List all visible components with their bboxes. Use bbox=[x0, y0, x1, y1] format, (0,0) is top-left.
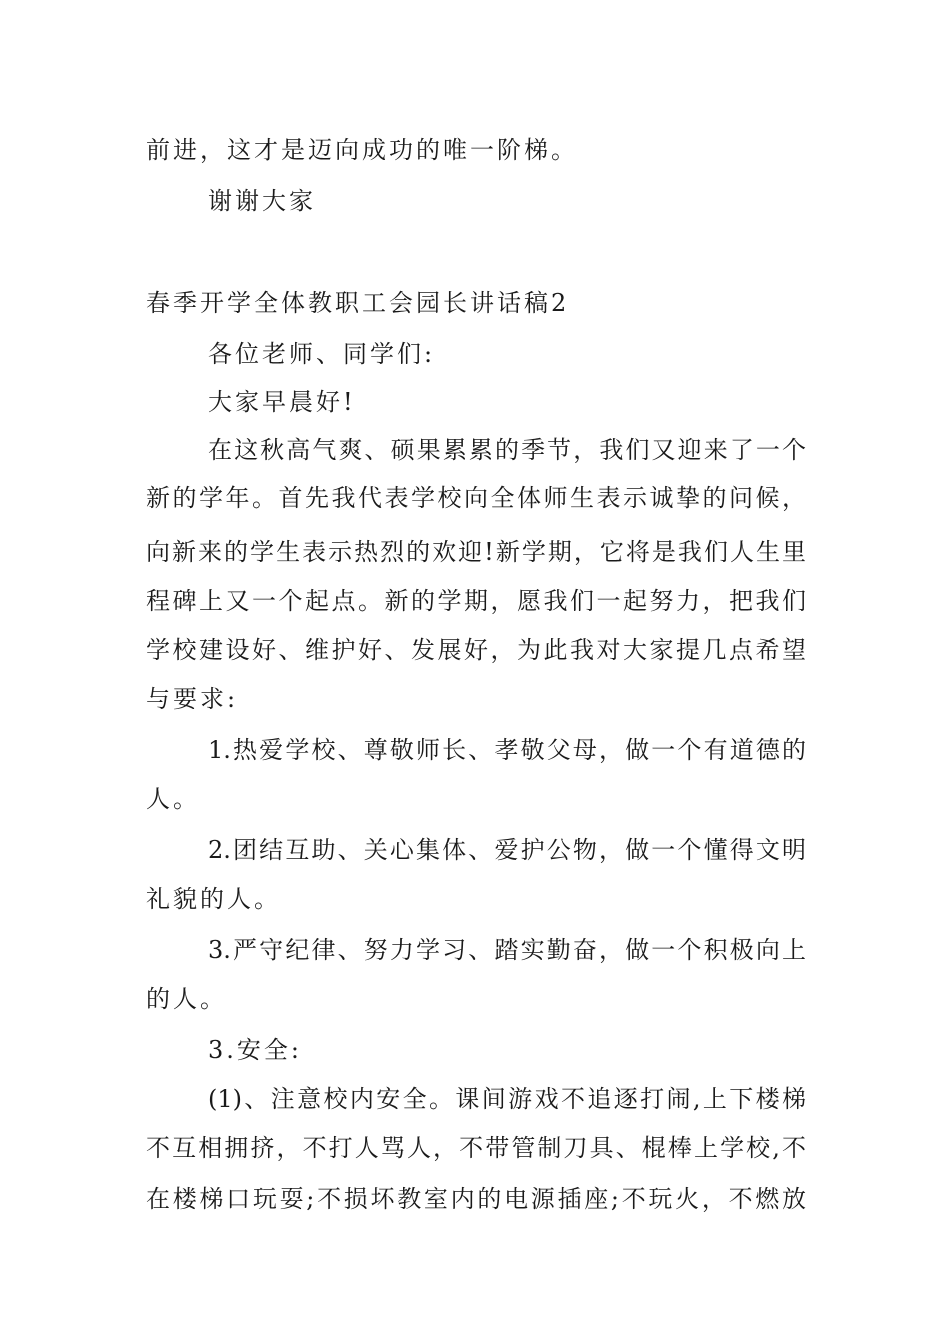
list-item-line: 1.热爱学校、尊敬师长、孝敬父母，做一个有道德的 bbox=[208, 736, 806, 764]
paragraph-line: 与要求: bbox=[146, 685, 239, 713]
salutation: 各位老师、同学们: bbox=[208, 340, 436, 368]
closing-line: 谢谢大家 bbox=[208, 187, 316, 215]
list-item-line: 的人。 bbox=[146, 985, 227, 1013]
paragraph-line: 前进，这才是迈向成功的唯一阶梯。 bbox=[146, 136, 578, 164]
section-title: 春季开学全体教职工会园长讲话稿2 bbox=[146, 289, 570, 317]
greeting: 大家早晨好! bbox=[208, 388, 356, 416]
list-item-line: 3.安全: bbox=[208, 1036, 302, 1064]
paragraph-line: 在楼梯口玩耍;不损坏教室内的电源插座;不玩火，不燃放 bbox=[146, 1185, 806, 1213]
list-item-line: 3.严守纪律、努力学习、踏实勤奋，做一个积极向上 bbox=[208, 936, 806, 964]
paragraph-line: 不互相拥挤，不打人骂人，不带管制刀具、棍棒上学校,不 bbox=[146, 1134, 806, 1162]
list-item-line: 人。 bbox=[146, 785, 200, 813]
paragraph-line: 程碑上又一个起点。新的学期，愿我们一起努力，把我们 bbox=[146, 587, 806, 615]
list-item-line: 礼貌的人。 bbox=[146, 885, 281, 913]
paragraph-line: 向新来的学生表示热烈的欢迎!新学期，它将是我们人生里 bbox=[146, 538, 806, 566]
paragraph-line: (1)、注意校内安全。课间游戏不追逐打闹,上下楼梯 bbox=[208, 1085, 806, 1113]
paragraph-line: 学校建设好、维护好、发展好，为此我对大家提几点希望 bbox=[146, 636, 806, 664]
list-item-line: 2.团结互助、关心集体、爱护公物，做一个懂得文明 bbox=[208, 836, 806, 864]
paragraph-line: 新的学年。首先我代表学校向全体师生表示诚挚的问候， bbox=[146, 484, 806, 512]
paragraph-line: 在这秋高气爽、硕果累累的季节，我们又迎来了一个 bbox=[208, 436, 806, 464]
